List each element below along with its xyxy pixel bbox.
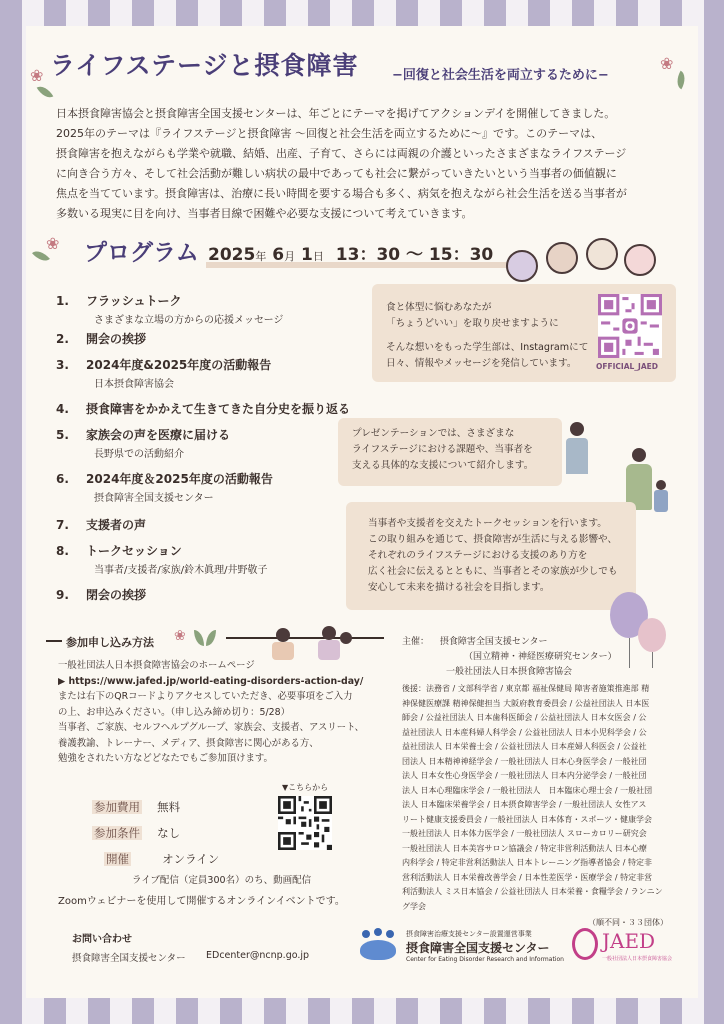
program-item — [56, 290, 283, 326]
program-item — [56, 354, 271, 390]
instagram-line: 日々、情報やメッセージを発信しています。 — [386, 358, 577, 369]
condition-value: なし — [157, 826, 181, 840]
fee-value: 無料 — [157, 800, 181, 814]
center-logo-icon — [358, 928, 398, 964]
qr-caption: ▼こちらから — [282, 783, 329, 792]
backing-line: 益社団法人 日本産科婦人科学会 / 公益社団法人 日本小児科学会 / 公 — [402, 727, 647, 737]
backing-line: 法人 日本心理臨床学会 / 一般社団法人 日本臨床心理士会 / 一般社団 — [402, 785, 653, 795]
date-year: 2025 — [208, 245, 256, 265]
backing-line: 団法人 日本精神神経学会 / 一般社団法人 日本心身医学会 / 一般社団 — [402, 756, 647, 766]
item-title: 開会の挨拶 — [86, 332, 147, 346]
intro-line: 2025年のテーマは『ライフステージと摂食障害 〜回復と社会生活を両立するために〜』です。このテーマは、 — [56, 127, 603, 140]
intro-line: 摂食障害を抱えながらも学業や就職、結婚、出産、子育て、さらには両親の介護といったさまざまなライフステージ — [56, 147, 627, 160]
instagram-line: 食と体型に悩むあなたが — [386, 302, 492, 313]
backing-line: 営利活動法人 日本栄養改善学会 / 日本性差医学・医療学会 / 特定非営 — [402, 872, 653, 882]
apply-heading: 参加申し込み方法 — [66, 636, 154, 649]
people-illustration — [506, 236, 666, 286]
flower-icon: ❀ — [46, 234, 60, 253]
item-title: 摂食障害をかかえて生きてきた自分史を振り返る — [86, 402, 351, 416]
backing-line: 法人 日本臨床栄養学会 / 日本摂食障害学会 / 一般社団法人 女性アス — [402, 800, 647, 809]
backing-line: 師会 / 公益社団法人 日本歯科医師会 / 公益社団法人 日本女医会 / 公 — [402, 713, 647, 722]
center-logo-name: 摂食障害全国支援センター — [406, 941, 550, 955]
backing-line: 益社団法人 日本栄養士会 / 公益社団法人 日本産婦人科医会 / 公益社 — [402, 742, 647, 751]
flower-icon: ❀ — [30, 66, 44, 85]
date-day: 1 — [301, 245, 313, 265]
fee-row — [92, 796, 180, 815]
backing-line: 一般社団法人 日本体力医学会 / 一般社団法人 スローカロリー研究会 — [402, 829, 647, 838]
talk-line: 広く社会に伝えるとともに、当事者とその家族が少しでも — [368, 566, 618, 577]
instagram-handle: OFFICIAL_JAED — [596, 362, 658, 371]
item-number: 4. — [56, 402, 69, 416]
center-logo-top: 摂食障害治療支援センター設置運営事業 — [406, 930, 532, 938]
item-number: 8. — [56, 544, 69, 558]
apply-line: または右下のQRコードよりアクセスしていただき、必要事項をご入力 — [58, 691, 353, 702]
hold-label: 開催 — [106, 852, 129, 866]
intro-line: 日本摂食障害協会と摂食障害全国支援センターは、年ごとにテーマを掲げてアクションデイを開催してきました。 — [56, 107, 616, 120]
flower-icon: ❀ — [174, 628, 186, 644]
program-item — [56, 468, 273, 504]
program-item — [56, 514, 146, 533]
item-subtitle: 日本摂食障害協会 — [94, 379, 174, 390]
date-year-unit: 年 — [255, 250, 267, 263]
presentation-line: 支える具体的な支援について紹介します。 — [352, 460, 534, 471]
apply-line: 一般社団法人日本摂食障害協会のホームページ — [58, 660, 255, 671]
apply-url-link[interactable]: ▶ https://www.jafed.jp/world-eating-disorders-action-day/ — [58, 675, 364, 687]
flower-icon: ❀ — [660, 54, 674, 73]
organizer-2: 一般社団法人日本摂食障害協会 — [446, 667, 573, 677]
program-heading: プログラム — [84, 240, 199, 266]
backing-line: 神保健医療課 精神保健担当 大阪府教育委員会 / 公益社団法人 日本医 — [402, 698, 650, 708]
item-number: 1. — [56, 294, 69, 308]
organizer-label: 主催： — [402, 637, 430, 647]
contact-label: お問い合わせ — [72, 934, 132, 945]
intro-text — [56, 104, 668, 224]
apply-qr-code[interactable] — [278, 796, 332, 850]
program-item — [56, 424, 230, 460]
contact-email[interactable]: EDcenter@ncnp.go.jp — [206, 950, 310, 961]
backing-line: 後援：法務省 / 文部科学省 / 東京都 福祉保健局 障害者施策推進部 精 — [402, 684, 650, 693]
item-title: 2024年度＆2025年度の活動報告 — [86, 472, 273, 486]
program-item — [56, 540, 267, 576]
page-subtitle: −回復と社会生活を両立するために− — [392, 68, 609, 83]
item-number: 5. — [56, 428, 69, 442]
condition-label: 参加条件 — [94, 826, 140, 840]
backing-count: （順不同・３３団体） — [588, 918, 668, 927]
backing-list — [402, 682, 688, 931]
intro-line: 焦点を当てています。摂食障害は、治療に長い時間を要する場合も多く、病気を抱えながら社会生活を送る当事者が — [56, 187, 627, 200]
jaed-logo-icon — [572, 928, 598, 960]
jaed-logo-text: JAED — [602, 929, 656, 953]
condition-row — [92, 822, 180, 841]
presentation-line: ライフステージにおける課題や、当事者を — [352, 444, 533, 455]
apply-line: の上、お申込みください。（申し込み締め切り：5/28） — [58, 706, 290, 718]
item-subtitle: 長野県での活動紹介 — [94, 449, 184, 460]
date-day-unit: 日 — [312, 250, 324, 263]
program-item — [56, 398, 350, 417]
contact-org: 摂食障害全国支援センター — [72, 953, 186, 964]
date-time: 13：30 〜 15：30 — [335, 245, 494, 265]
fee-label: 参加費用 — [94, 800, 140, 814]
presentation-bubble — [338, 418, 562, 486]
talk-session-bubble — [346, 502, 636, 610]
item-title: フラッシュトーク — [86, 294, 182, 308]
item-number: 3. — [56, 358, 69, 372]
instagram-line: 「ちょうどいい」を取り戻せますように — [386, 318, 559, 329]
section-dash — [46, 640, 62, 642]
people-small-illustration — [272, 626, 362, 662]
item-title: 2024年度&2025年度の活動報告 — [86, 358, 272, 372]
page-title: ライフステージと摂食障害 — [50, 51, 359, 80]
presentation-line: プレゼンテーションでは、さまざまな — [352, 428, 515, 439]
hold-row — [104, 848, 219, 867]
item-number: 7. — [56, 518, 69, 532]
item-title: 閉会の挨拶 — [86, 588, 147, 602]
instagram-line: そんな想いをもった学生部は、Instagramにて — [386, 342, 589, 353]
apply-line: 勉強をされたい方などどなたでもご参加頂けます。 — [58, 753, 273, 764]
intro-line: に向き合う方々、そして社会活動が難しい病状の最中であっても社会に繋がっていきたいという当事者の価値観に — [56, 167, 617, 180]
jaed-logo-sub: 一般社団法人日本摂食障害協会 — [602, 956, 673, 962]
organizer-1: 摂食障害全国支援センター — [439, 637, 548, 647]
apply-line: 当事者、ご家族、セルフヘルプグループ、家族会、支援者、アスリート、 — [58, 722, 364, 733]
item-number: 2. — [56, 332, 69, 346]
instagram-qr-code[interactable] — [598, 294, 662, 358]
organizer-1-note: （国立精神・神経医療研究センター） — [464, 652, 617, 662]
item-title: トークセッション — [86, 544, 182, 558]
talk-line: 安心して未来を描ける社会を目指します。 — [368, 582, 550, 593]
program-date — [208, 240, 493, 265]
live-note: ライブ配信（定員300名）のち、動画配信 — [132, 875, 312, 886]
item-subtitle: 当事者/支援者/家族/鈴木眞理/井野敬子 — [94, 565, 268, 576]
item-title: 家族会の声を医療に届ける — [86, 428, 231, 442]
intro-line: 多数いる現実に目を向け、当事者目線で困難や必要な支援について考えていきます。 — [56, 207, 473, 220]
organizers — [402, 635, 688, 680]
backing-line: 内科学会 / 特定非営利活動法人 日本トレーニング指導者協会 / 特定非 — [402, 858, 652, 867]
item-number: 9. — [56, 588, 69, 602]
program-item — [56, 328, 146, 347]
backing-line: 法人 日本女性心身医学会 / 一般社団法人 日本内分泌学会 / 一般社団 — [402, 771, 647, 780]
item-title: 支援者の声 — [86, 518, 147, 532]
talk-line: それぞれのライフステージにおける支援のあり方を — [368, 550, 588, 561]
hold-value: オンライン — [162, 852, 220, 866]
apply-text — [58, 658, 378, 767]
center-logo-en: Center for Eating Disorder Research and Information — [406, 956, 564, 963]
talk-line: この取り組みを通じて、摂食障害が生活に与える影響や、 — [368, 534, 618, 545]
program-item — [56, 584, 146, 603]
apply-line: 養護教諭、トレーナー、メディア、摂食障害に関心がある方、 — [58, 737, 319, 749]
backing-line: グ学会 — [402, 901, 426, 911]
backing-line: リート健康支援委員会 / 一般社団法人 日本体育・スポーツ・健康学会 — [402, 814, 653, 824]
talk-line: 当事者や支援者を交えたトークセッションを行います。 — [368, 518, 607, 529]
item-number: 6. — [56, 472, 69, 486]
backing-line: 一般社団法人 日本美容サロン協議会 / 特定非営利活動法人 日本心療 — [402, 843, 647, 853]
backing-line: 利活動法人 ミス日本協会 / 公益社団法人 日本栄養・食糧学会 / ランニン — [402, 887, 663, 896]
item-subtitle: さまざまな立場の方からの応援メッセージ — [94, 315, 284, 326]
item-subtitle: 摂食障害全国支援センター — [94, 493, 214, 504]
date-month-unit: 月 — [284, 250, 296, 263]
date-month: 6 — [272, 245, 285, 265]
zoom-note: Zoomウェビナーを使用して開催するオンラインイベントです。 — [58, 896, 345, 907]
